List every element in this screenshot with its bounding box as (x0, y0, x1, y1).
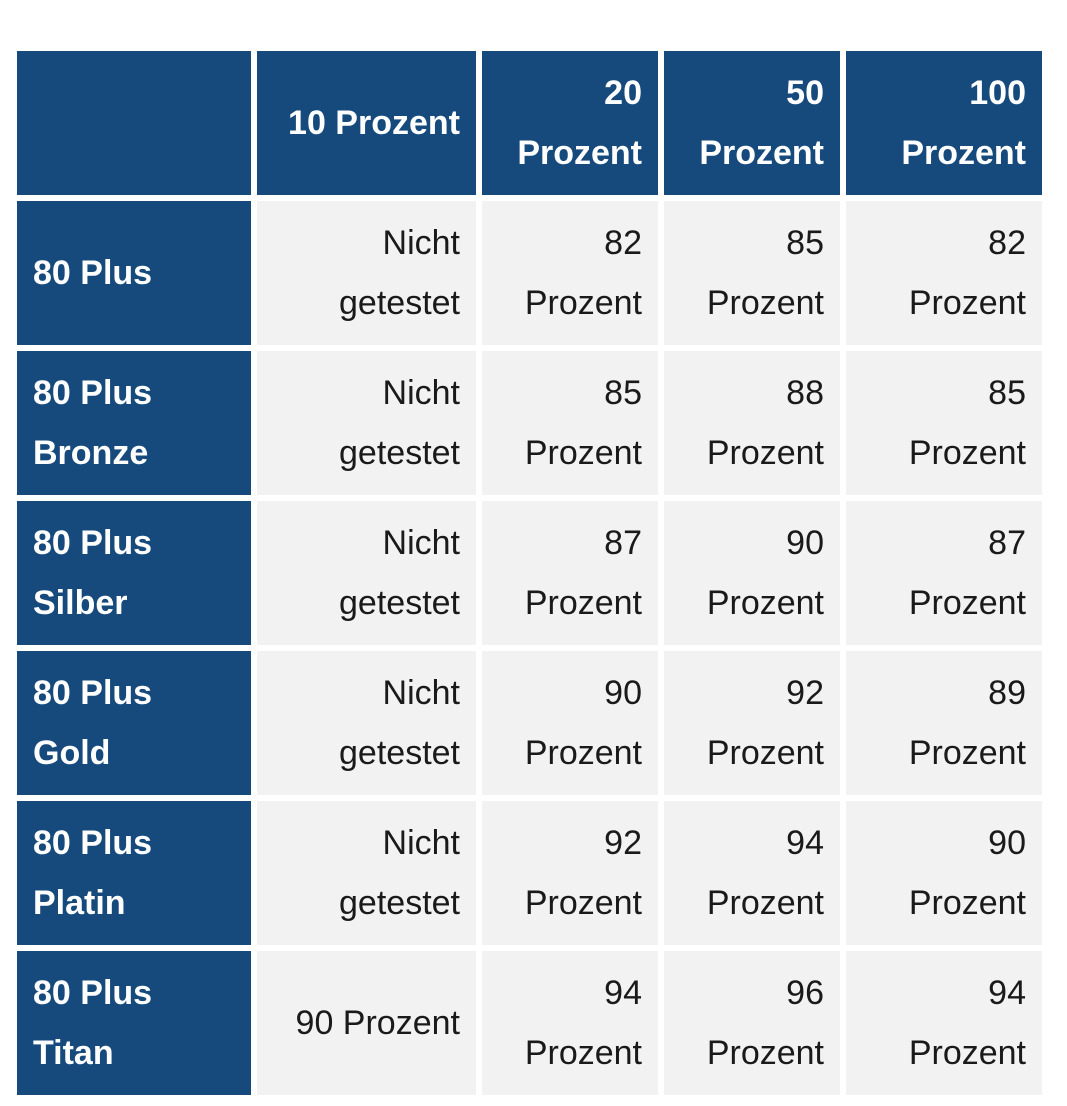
header-cell-20 (482, 51, 658, 195)
table-row (17, 651, 1042, 795)
table-cell (482, 351, 658, 495)
cell-value: 94 Prozent (524, 974, 642, 1072)
table-cell (257, 951, 476, 1095)
cell-value: 90 Prozent (908, 824, 1026, 922)
header-cell-100 (846, 51, 1042, 195)
table-cell (846, 951, 1042, 1095)
table-cell (846, 201, 1042, 345)
cell-value: Nicht getestet (339, 224, 460, 322)
cell-value: 85 Prozent (524, 374, 642, 472)
header-label: 10 Prozent (288, 104, 460, 142)
cell-value: Nicht getestet (339, 374, 460, 472)
cell-value: 92 Prozent (706, 674, 824, 772)
table-cell (664, 651, 840, 795)
cell-value: 90 Prozent (295, 1004, 460, 1042)
table-cell (257, 801, 476, 945)
row-label: 80 Plus Platin (33, 824, 153, 922)
table-header (17, 51, 1042, 195)
row-header-cell (17, 201, 251, 345)
row-label: 80 Plus Silber (33, 524, 153, 622)
table-cell (482, 651, 658, 795)
row-header-cell (17, 801, 251, 945)
header-row (17, 51, 1042, 195)
table-cell (482, 801, 658, 945)
header-label: 20 Prozent (517, 74, 642, 172)
cell-value: 94 Prozent (908, 974, 1026, 1072)
table-cell (846, 801, 1042, 945)
table-cell (664, 201, 840, 345)
header-cell-10 (257, 51, 476, 195)
cell-value: Nicht getestet (339, 824, 460, 922)
cell-value: 96 Prozent (706, 974, 824, 1072)
table-cell (482, 501, 658, 645)
table-cell (664, 351, 840, 495)
table-cell (482, 201, 658, 345)
table-cell (257, 201, 476, 345)
table-row (17, 801, 1042, 945)
cell-value: 87 Prozent (524, 524, 642, 622)
cell-value: 88 Prozent (706, 374, 824, 472)
table-cell (664, 501, 840, 645)
table-body (17, 201, 1042, 1095)
cell-value: 92 Prozent (524, 824, 642, 922)
row-label: 80 Plus Gold (33, 674, 153, 772)
cell-value: 85 Prozent (706, 224, 824, 322)
row-label: 80 Plus (33, 254, 153, 292)
cell-value: 90 Prozent (524, 674, 642, 772)
efficiency-table (11, 45, 1048, 1101)
table-row (17, 501, 1042, 645)
cell-value: 82 Prozent (524, 224, 642, 322)
efficiency-table-container (11, 45, 1048, 1101)
header-label: 50 Prozent (699, 74, 824, 172)
cell-value: Nicht getestet (339, 674, 460, 772)
table-cell (846, 651, 1042, 795)
cell-value: 82 Prozent (908, 224, 1026, 322)
cell-value: 94 Prozent (706, 824, 824, 922)
row-label: 80 Plus Titan (33, 974, 153, 1072)
header-label: 100 Prozent (901, 74, 1026, 172)
table-row (17, 201, 1042, 345)
header-corner-cell (17, 51, 251, 195)
row-header-cell (17, 501, 251, 645)
table-row (17, 351, 1042, 495)
header-cell-50 (664, 51, 840, 195)
table-cell (664, 801, 840, 945)
row-header-cell (17, 351, 251, 495)
cell-value: 90 Prozent (706, 524, 824, 622)
cell-value: 89 Prozent (908, 674, 1026, 772)
table-cell (846, 501, 1042, 645)
row-header-cell (17, 651, 251, 795)
table-cell (482, 951, 658, 1095)
row-label: 80 Plus Bronze (33, 374, 153, 472)
cell-value: Nicht getestet (339, 524, 460, 622)
table-cell (664, 951, 840, 1095)
row-header-cell (17, 951, 251, 1095)
table-cell (257, 501, 476, 645)
table-cell (257, 351, 476, 495)
table-row (17, 951, 1042, 1095)
table-cell (846, 351, 1042, 495)
cell-value: 85 Prozent (908, 374, 1026, 472)
table-cell (257, 651, 476, 795)
cell-value: 87 Prozent (908, 524, 1026, 622)
